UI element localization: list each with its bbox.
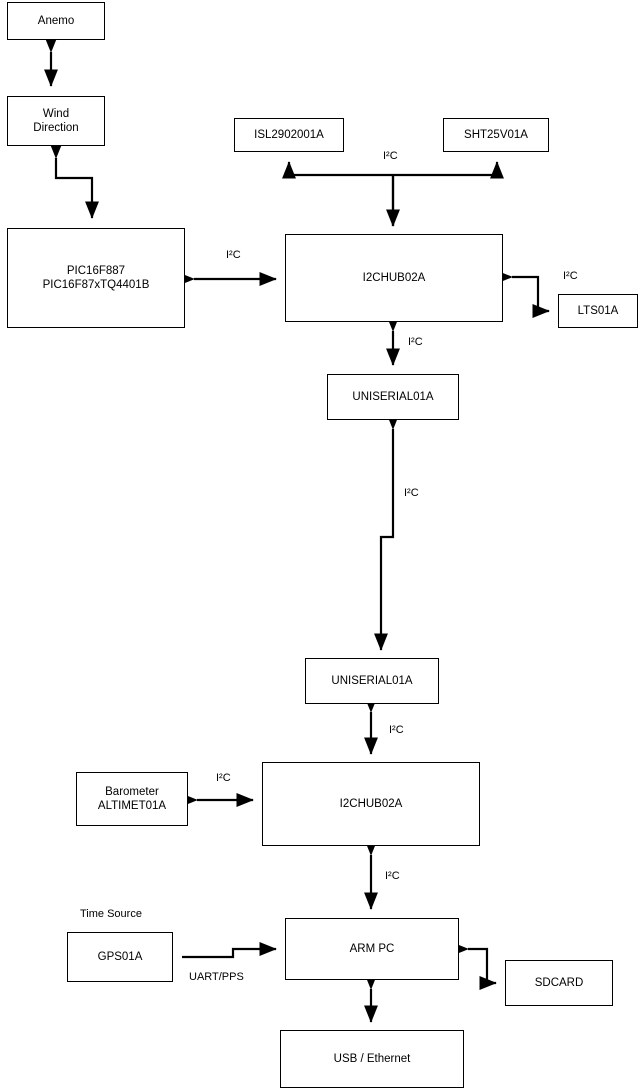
- node-label: ARM PC: [349, 942, 395, 955]
- node-label: I2CHUB02A: [362, 271, 426, 284]
- node-usb-ethernet[interactable]: [280, 1030, 464, 1088]
- node-gps01a[interactable]: [67, 932, 173, 982]
- node-i2chub02a-top[interactable]: [285, 234, 503, 322]
- node-label: SDCARD: [534, 976, 584, 989]
- node-uniserial01a-bottom[interactable]: [305, 658, 439, 704]
- node-wind-direction[interactable]: [7, 96, 105, 146]
- node-label: UNISERIAL01A: [331, 674, 413, 687]
- node-label: LTS01A: [577, 304, 619, 317]
- edge-label-i2c-uniserial-bottom: I²C: [389, 724, 404, 736]
- node-label: SHT25V01A: [464, 128, 528, 141]
- node-pic-mcu[interactable]: [7, 228, 185, 328]
- edge-label-i2c-top-bus: I²C: [383, 150, 398, 162]
- label-time-source: Time Source: [80, 908, 142, 920]
- node-label: I2CHUB02A: [339, 797, 403, 810]
- edge-label-i2c-barometer: I²C: [216, 772, 231, 784]
- node-anemo[interactable]: [7, 2, 105, 40]
- node-label: UNISERIAL01A: [352, 390, 434, 403]
- edge-label-i2c-armpc: I²C: [385, 870, 400, 882]
- edge-label-i2c-link: I²C: [404, 487, 419, 499]
- node-label: Anemo: [37, 14, 75, 27]
- node-uniserial01a-top[interactable]: [327, 374, 459, 420]
- edge-label-i2c-pic: I²C: [226, 249, 241, 261]
- node-label: Barometer ALTIMET01A: [97, 785, 167, 812]
- node-label: ISL2902001A: [254, 128, 324, 141]
- node-i2chub02a-bottom[interactable]: [262, 762, 480, 846]
- node-barometer-altimet01a[interactable]: [76, 772, 188, 826]
- node-sdcard[interactable]: [505, 960, 613, 1006]
- node-arm-pc[interactable]: [285, 918, 459, 980]
- node-label: PIC16F887 PIC16F87xTQ4401B: [42, 264, 150, 291]
- edge-label-i2c-lts: I²C: [563, 270, 578, 282]
- edge-label-i2c-uniserial-top: I²C: [408, 336, 423, 348]
- edge-label-uart-pps: UART/PPS: [189, 971, 244, 983]
- node-sht25v01a[interactable]: [443, 118, 549, 152]
- node-lts01a[interactable]: [558, 294, 638, 328]
- node-label: Wind Direction: [33, 107, 79, 134]
- node-isl2902001a[interactable]: [234, 118, 344, 152]
- node-label: GPS01A: [97, 950, 143, 963]
- node-label: USB / Ethernet: [333, 1052, 411, 1065]
